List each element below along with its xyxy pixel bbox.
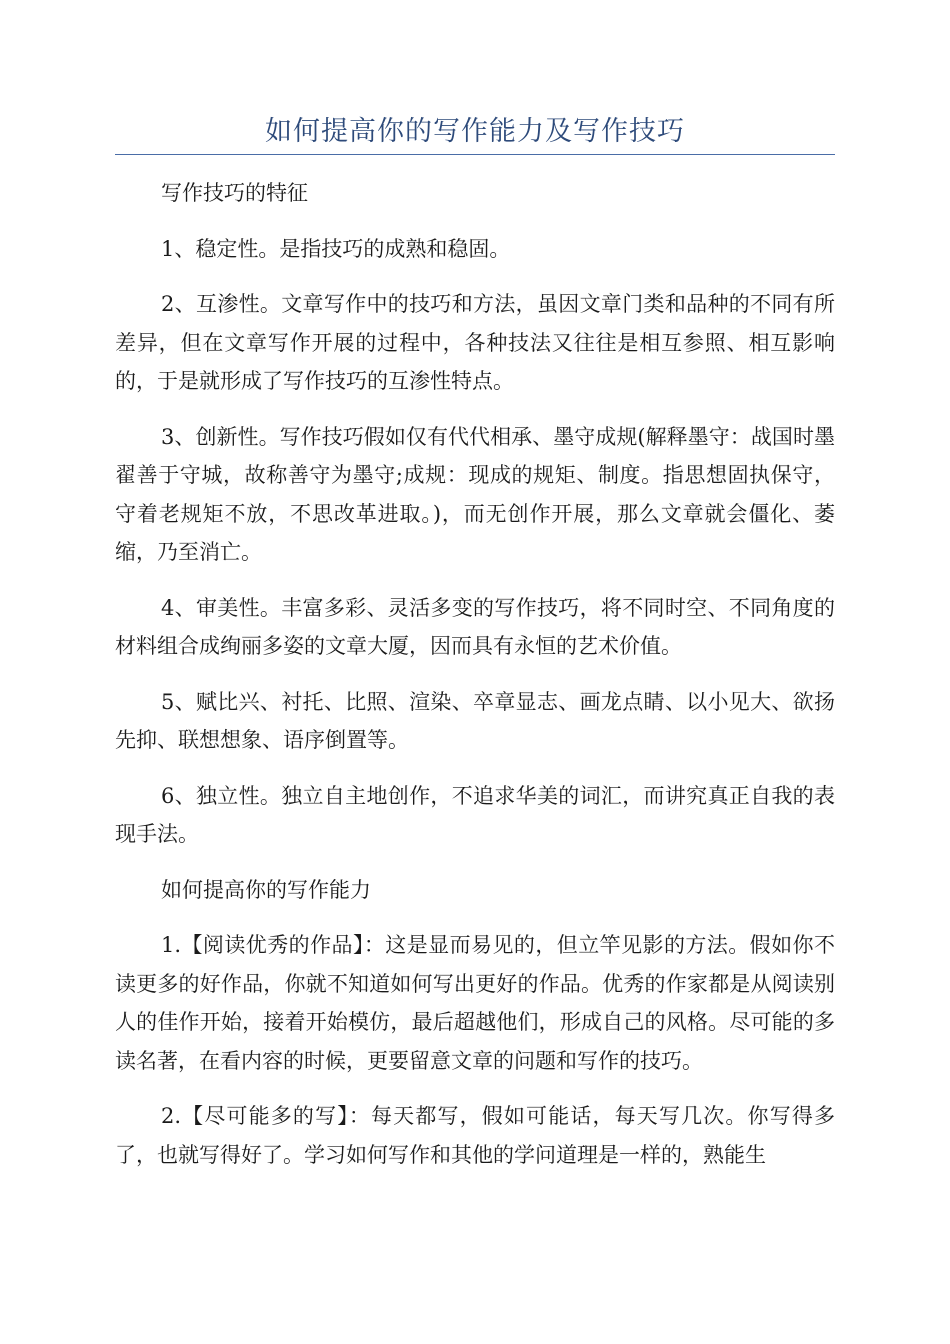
paragraph-stability: 1、稳定性。是指技巧的成熟和稳固。 xyxy=(161,236,511,261)
section-heading-features: 写作技巧的特征 xyxy=(161,181,308,205)
paragraph-read-good-works: 1.【阅读优秀的作品】：这是显而易见的，但立竿见影的方法。假如你不读更多的好作品，你就不知道如何写出更好的作品。优秀的作家都是从阅读别人的佳作开始，接着开始模仿，最后超越他们，形成自己的风格。尽可能的多读名著，在看内容的时候，更要留意文章的问题和写作的技巧。 xyxy=(115,933,835,1073)
paragraph-interpenetration: 2、互渗性。文章写作中的技巧和方法，虽因文章门类和品种的不同有所差异，但在文章写作开展的过程中，各种技法又往往是相互参照、相互影响的，于是就形成了写作技巧的互渗性特点。 xyxy=(115,292,835,393)
paragraph-aesthetics: 4、审美性。丰富多彩、灵活多变的写作技巧，将不同时空、不同角度的材料组合成绚丽多姿的文章大厦，因而具有永恒的艺术价值。 xyxy=(115,595,835,658)
paragraph-techniques-list: 5、赋比兴、衬托、比照、渲染、卒章显志、画龙点睛、以小见大、欲扬先抑、联想想象、语序倒置等。 xyxy=(115,689,835,752)
section-heading-improve: 如何提高你的写作能力 xyxy=(161,877,371,902)
document-title: 如何提高你的写作能力及写作技巧 xyxy=(265,116,685,147)
paragraph-write-more: 2.【尽可能多的写】：每天都写，假如可能话，每天写几次。你写得多了，也就写得好了。学习如何写作和其他的学问道理是一样的，熟能生 xyxy=(115,1104,835,1167)
title-underline xyxy=(115,154,835,155)
paragraph-independence: 6、独立性。独立自主地创作，不追求华美的词汇，而讲究真正自我的表现手法。 xyxy=(115,783,835,846)
document-body xyxy=(115,174,835,1191)
paragraph-innovation: 3、创新性。写作技巧假如仅有代代相承、墨守成规(解释墨守：战国时墨翟善于守城，故称善守为墨守;成规：现成的规矩、制度。指思想固执保守，守着老规矩不放，不思改革进取。)，而无创作开展，那么文章就会僵化、萎缩，乃至消亡。 xyxy=(115,424,835,564)
